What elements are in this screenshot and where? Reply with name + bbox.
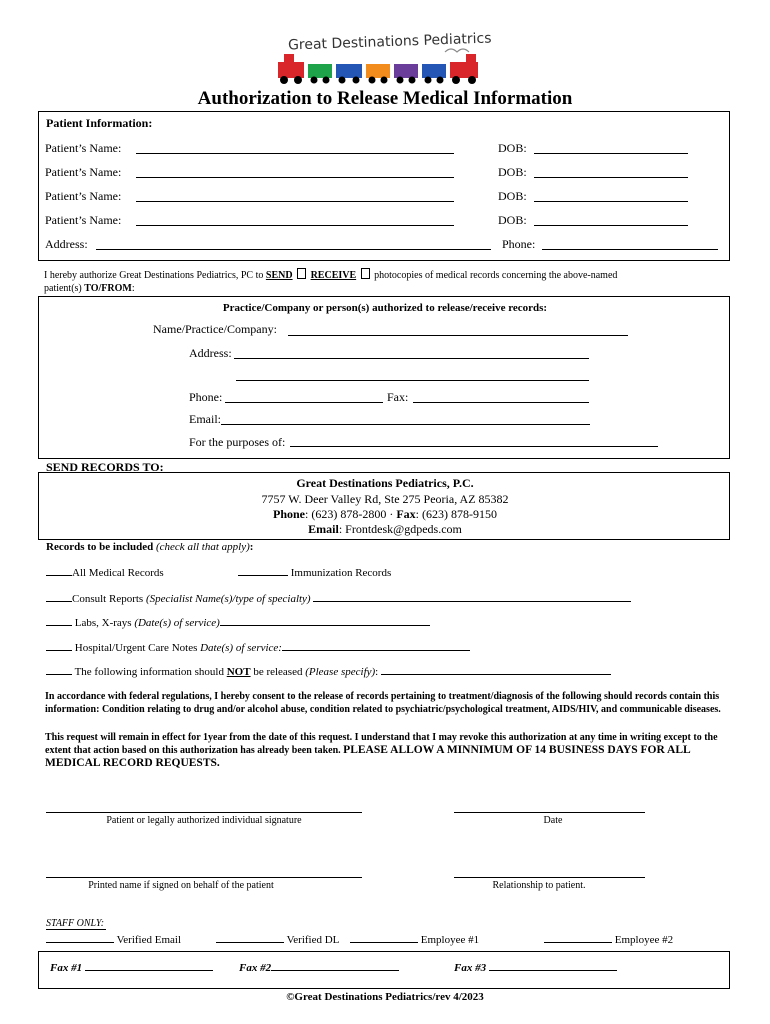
fax2-field[interactable] <box>271 970 399 971</box>
practice-email-label: Email: <box>189 412 221 426</box>
fax1-label: Fax #1 <box>50 962 83 974</box>
fax-label: Fax <box>396 507 416 521</box>
verified-dl-label: Verified DL <box>286 934 340 946</box>
hospital-note: Date(s) of service: <box>200 642 282 654</box>
dob-label: DOB: <box>498 165 527 179</box>
send-to-heading: SEND RECORDS TO: <box>46 460 164 474</box>
following-post: be released <box>253 666 303 678</box>
hospital-check-blank[interactable] <box>46 650 72 651</box>
fax3-field[interactable] <box>489 970 617 971</box>
consent-p2-text: This request will remain in effect for 1year from the date of this request. I understand that I may revoke this authorization at any time in writing except to the extent that action based on this authorization has already been taken. <box>45 732 718 756</box>
practice-email-field[interactable] <box>221 424 590 425</box>
patient-heading: Patient Information: <box>46 116 153 130</box>
dob-field[interactable] <box>534 201 688 202</box>
patient-name-field[interactable] <box>136 225 454 226</box>
send-to-email: : Frontdesk@gdpeds.com <box>338 522 462 536</box>
patient-name-label: Patient’s Name: <box>45 189 122 203</box>
fax1-row <box>50 962 213 974</box>
hospital-label: Hospital/Urgent Care Notes <box>74 642 198 654</box>
relationship-field[interactable] <box>454 877 645 878</box>
practice-box <box>38 296 730 459</box>
dob-field[interactable] <box>534 153 688 154</box>
address-label: Address: <box>45 237 88 251</box>
authorize-pre: I hereby authorize Great Destinations Pediatrics, PC to <box>44 270 264 281</box>
consent-p2-caps: PLEASE ALLOW A MINNIMUM OF 14 BUSINESS DAYS FOR ALL MEDICAL RECORD REQUESTS. <box>45 744 691 769</box>
consult-label: Consult Reports <box>72 593 144 605</box>
labs-option[interactable] <box>46 617 430 629</box>
address-field[interactable] <box>96 249 491 250</box>
labs-label: Labs, X-rays <box>74 617 132 629</box>
practice-address-field[interactable] <box>234 358 589 359</box>
practice-name-field[interactable] <box>288 335 628 336</box>
send-to-name: Great Destinations Pediatrics, P.C. <box>296 476 474 490</box>
labs-check-blank[interactable] <box>46 625 72 626</box>
fax2-row <box>239 962 399 974</box>
patient-name-label: Patient’s Name: <box>45 141 122 155</box>
following-note: (Please specify) <box>305 666 376 678</box>
printed-name-field[interactable] <box>46 877 362 878</box>
signature-label: Patient or legally authorized individual signature <box>106 815 302 826</box>
consult-check-blank[interactable] <box>46 601 72 602</box>
practice-heading: Practice/Company or person(s) authorized to release/receive records: <box>222 302 548 314</box>
logo-wordmark: Great Destinations Pediatrics <box>287 30 492 54</box>
authorize-colon: : <box>131 283 135 294</box>
send-to-phone: : (623) 878-2800 · <box>305 507 394 521</box>
email-label: Email <box>308 522 339 536</box>
immunization-label: Immunization Records <box>290 567 392 579</box>
purposes-label: For the purposes of: <box>189 435 286 449</box>
train-logo-graphic <box>270 28 510 90</box>
patient-name-field[interactable] <box>136 201 454 202</box>
employee1-label: Employee #1 <box>420 934 480 946</box>
dob-field[interactable] <box>534 225 688 226</box>
signature-field[interactable] <box>46 812 362 813</box>
hospital-specify-field[interactable] <box>282 650 470 651</box>
all-medical-check-blank[interactable] <box>46 575 72 576</box>
labs-note: (Date(s) of service) <box>134 617 220 629</box>
receive-option-label: RECEIVE <box>310 270 357 281</box>
fax3-label: Fax #3 <box>454 962 487 974</box>
practice-name-label: Name/Practice/Company: <box>153 322 277 336</box>
consult-note: (Specialist Name(s)/type of specialty) <box>145 593 311 605</box>
practice-address-field-2[interactable] <box>236 380 589 381</box>
fax2-label: Fax #2 <box>239 962 272 974</box>
all-medical-label: All Medical Records <box>72 567 164 579</box>
following-pre: The following information should <box>74 666 224 678</box>
patient-name-label: Patient’s Name: <box>45 165 122 179</box>
records-heading <box>46 541 253 553</box>
following-check-blank[interactable] <box>46 674 72 675</box>
authorize-post: photocopies of medical records concerning the above-named <box>374 270 618 281</box>
send-to-contact <box>0 507 770 522</box>
following-option[interactable] <box>46 666 611 678</box>
labs-specify-field[interactable] <box>220 625 430 626</box>
consent-paragraph-2 <box>45 731 725 770</box>
verified-dl-blank[interactable] <box>216 942 284 943</box>
purposes-field[interactable] <box>290 446 658 447</box>
patient-name-field[interactable] <box>136 177 454 178</box>
patient-name-label: Patient’s Name: <box>45 213 122 227</box>
staff-only-heading: STAFF ONLY: <box>46 918 105 929</box>
footer: ©Great Destinations Pediatrics/rev 4/2023 <box>286 991 484 1003</box>
verified-dl-row <box>216 934 339 946</box>
receive-checkbox[interactable] <box>361 268 370 279</box>
practice-address-label: Address: <box>189 346 232 360</box>
authorize-line2-pre: patient(s) <box>44 283 82 294</box>
verified-email-label: Verified Email <box>116 934 182 946</box>
verified-email-row <box>46 934 181 946</box>
dob-label: DOB: <box>498 189 527 203</box>
train-icon <box>278 49 478 84</box>
send-to-fax: : (623) 878-9150 <box>415 507 497 521</box>
phone-label: Phone <box>272 507 305 521</box>
dob-label: DOB: <box>498 141 527 155</box>
consult-specify-field[interactable] <box>313 601 631 602</box>
practice-phone-label: Phone: <box>189 390 223 404</box>
page-title: Authorization to Release Medical Information <box>197 88 573 109</box>
employee2-blank[interactable] <box>544 942 612 943</box>
employee2-row <box>544 934 673 946</box>
send-checkbox[interactable] <box>297 268 306 279</box>
records-heading-note: (check all that apply) <box>156 541 250 553</box>
immunization-check-blank[interactable] <box>238 575 288 576</box>
records-heading-colon: : <box>249 541 254 553</box>
staff-divider <box>46 929 106 930</box>
phone-field[interactable] <box>542 249 718 250</box>
consent-paragraph-1: In accordance with federal regulations, I hereby consent to the release of records pertaining to treatment/diagnosis of the following should records contain this information: Condition relating to drug and/or alcohol abuse, condition related to psychiatric/psychological treatment, AIDS/HIV, and communicable diseases. <box>45 691 721 715</box>
practice-phone-field[interactable] <box>225 402 383 403</box>
relationship-label: Relationship to patient. <box>492 880 586 891</box>
patient-name-field[interactable] <box>136 153 454 154</box>
records-heading-text: Records to be included <box>46 541 154 553</box>
following-not: NOT <box>226 666 251 678</box>
date-label: Date <box>543 815 563 826</box>
immunization-option[interactable] <box>238 567 391 579</box>
all-medical-option[interactable] <box>46 567 164 579</box>
employee2-label: Employee #2 <box>614 934 674 946</box>
fax3-row <box>454 962 617 974</box>
send-option-label: SEND <box>265 270 293 281</box>
hospital-option[interactable] <box>46 642 470 654</box>
following-specify-field[interactable] <box>381 674 611 675</box>
printed-name-label: Printed name if signed on behalf of the patient <box>88 880 274 891</box>
send-to-address: 7757 W. Deer Valley Rd, Ste 275 Peoria, AZ 85382 <box>261 492 509 506</box>
practice-fax-label: Fax: <box>387 390 409 404</box>
consult-option[interactable] <box>46 593 631 605</box>
dob-label: DOB: <box>498 213 527 227</box>
send-to-email-line <box>0 522 770 537</box>
logo <box>270 28 510 90</box>
patient-info-box <box>38 111 730 261</box>
authorization-statement <box>44 268 617 281</box>
employee1-blank[interactable] <box>350 942 418 943</box>
fax1-field[interactable] <box>85 970 213 971</box>
phone-label: Phone: <box>502 237 536 251</box>
verified-email-blank[interactable] <box>46 942 114 943</box>
authorization-statement-line2 <box>44 283 135 294</box>
dob-field[interactable] <box>534 177 688 178</box>
date-field[interactable] <box>454 812 645 813</box>
employee1-row <box>350 934 479 946</box>
following-colon: : <box>375 666 379 678</box>
tofrom-label: TO/FROM <box>84 283 132 294</box>
practice-fax-field[interactable] <box>413 402 589 403</box>
